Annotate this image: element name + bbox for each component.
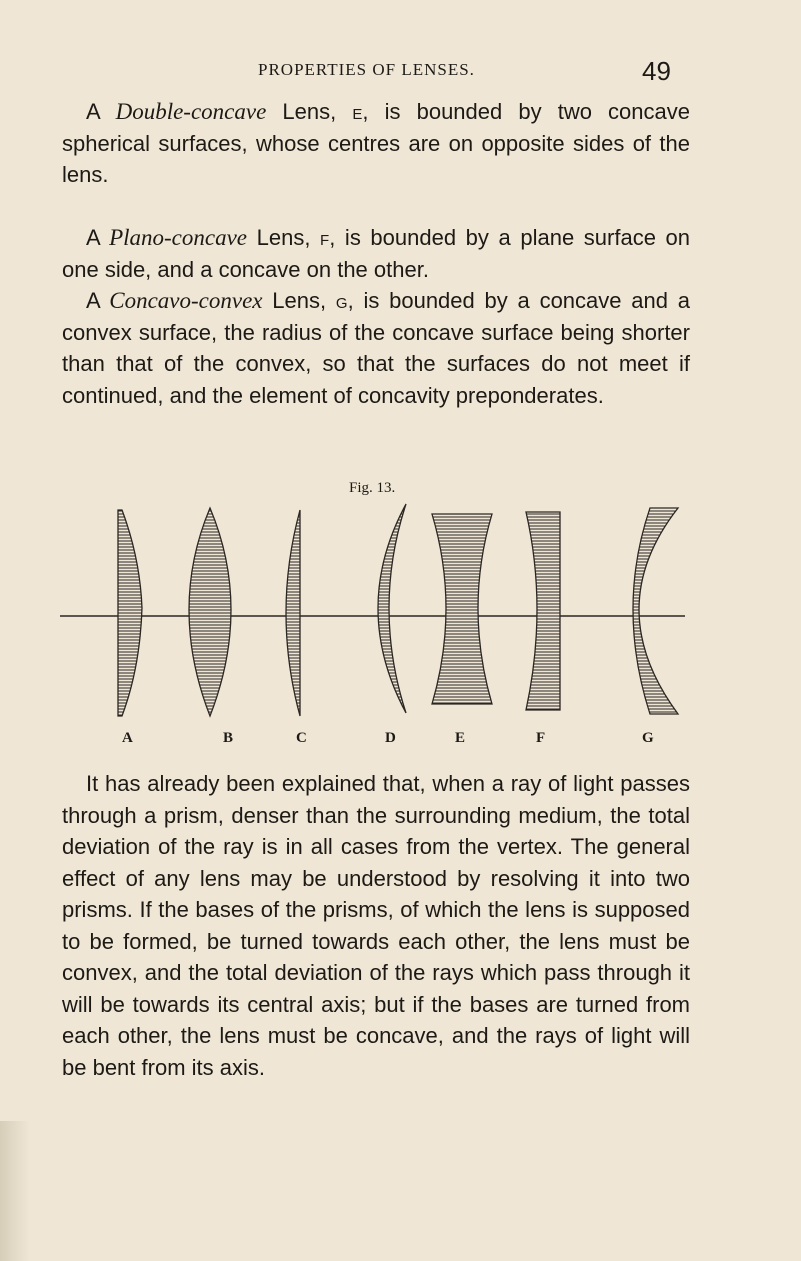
- def-mid: Lens,: [262, 288, 336, 313]
- def-lead: A: [86, 99, 116, 124]
- lens-label-b: B: [223, 730, 234, 746]
- page-header: [0, 56, 801, 96]
- def-mid: Lens,: [247, 225, 321, 250]
- def-rest: , is bounded by a plane surface on one side, and a concave on the other.: [62, 225, 691, 282]
- definition-concavo-convex: [62, 285, 690, 411]
- body-paragraph-text: It has already been explained that, when a ray of light passes through a prism, denser than the surrounding medium, the total deviation of the ray is in all cases from the vertex. The general effect of any lens may be understood by resolving it into two prisms. If the bases of the prisms, of which the lens is supposed to be formed, be turned towards each other, the lens must be convex, and the total deviation of the rays which pass through it will be towards its central axis; but if the bases are turned from each other, the lens must be concave, and the rays of light will be bent from its axis.: [62, 771, 690, 1080]
- definition-plano-concave: [62, 222, 690, 285]
- lens-figure: [60, 498, 700, 748]
- def-lead: A: [86, 288, 110, 313]
- lens-diagram: [60, 498, 700, 748]
- lens-label-f: F: [536, 730, 546, 746]
- def-letter: f: [320, 225, 330, 250]
- figure-caption: Fig. 13.: [349, 480, 396, 496]
- lens-label-c: C: [296, 730, 307, 746]
- lens-label-d: D: [385, 730, 396, 746]
- lens-b-shape: [189, 508, 231, 716]
- def-term: Concavo-convex: [109, 288, 263, 313]
- def-lead: A: [86, 225, 110, 250]
- definition-double-concave: [62, 96, 690, 191]
- def-letter: e: [352, 99, 363, 124]
- running-head: PROPERTIES OF LENSES.: [258, 60, 475, 79]
- page-stain: [0, 1121, 30, 1261]
- body-paragraph: [62, 768, 690, 1083]
- lens-a-shape: [118, 510, 142, 716]
- def-rest: , is bounded by two concave spherical surfaces, whose centres are on opposite sides of the lens.: [62, 99, 690, 187]
- page-number: 49: [642, 56, 671, 86]
- lens-label-g: G: [642, 730, 654, 746]
- lens-g-shape: [633, 508, 678, 714]
- lens-f-shape: [526, 512, 560, 710]
- lens-label-a: A: [122, 730, 133, 746]
- def-rest: , is bounded by a concave and a convex surface, the radius of the concave surface being shorter than that of the convex, so that the surfaces do not meet if continued, and the element of concavity preponderates.: [62, 288, 690, 408]
- lens-e-shape: [432, 514, 492, 704]
- def-letter: g: [335, 288, 348, 313]
- def-mid: Lens,: [266, 99, 353, 124]
- def-term: Double-concave: [115, 99, 267, 124]
- lens-label-e: E: [455, 730, 466, 746]
- lens-c-shape: [286, 510, 300, 716]
- lens-d-shape: [378, 504, 406, 713]
- def-term: Plano-concave: [109, 225, 248, 250]
